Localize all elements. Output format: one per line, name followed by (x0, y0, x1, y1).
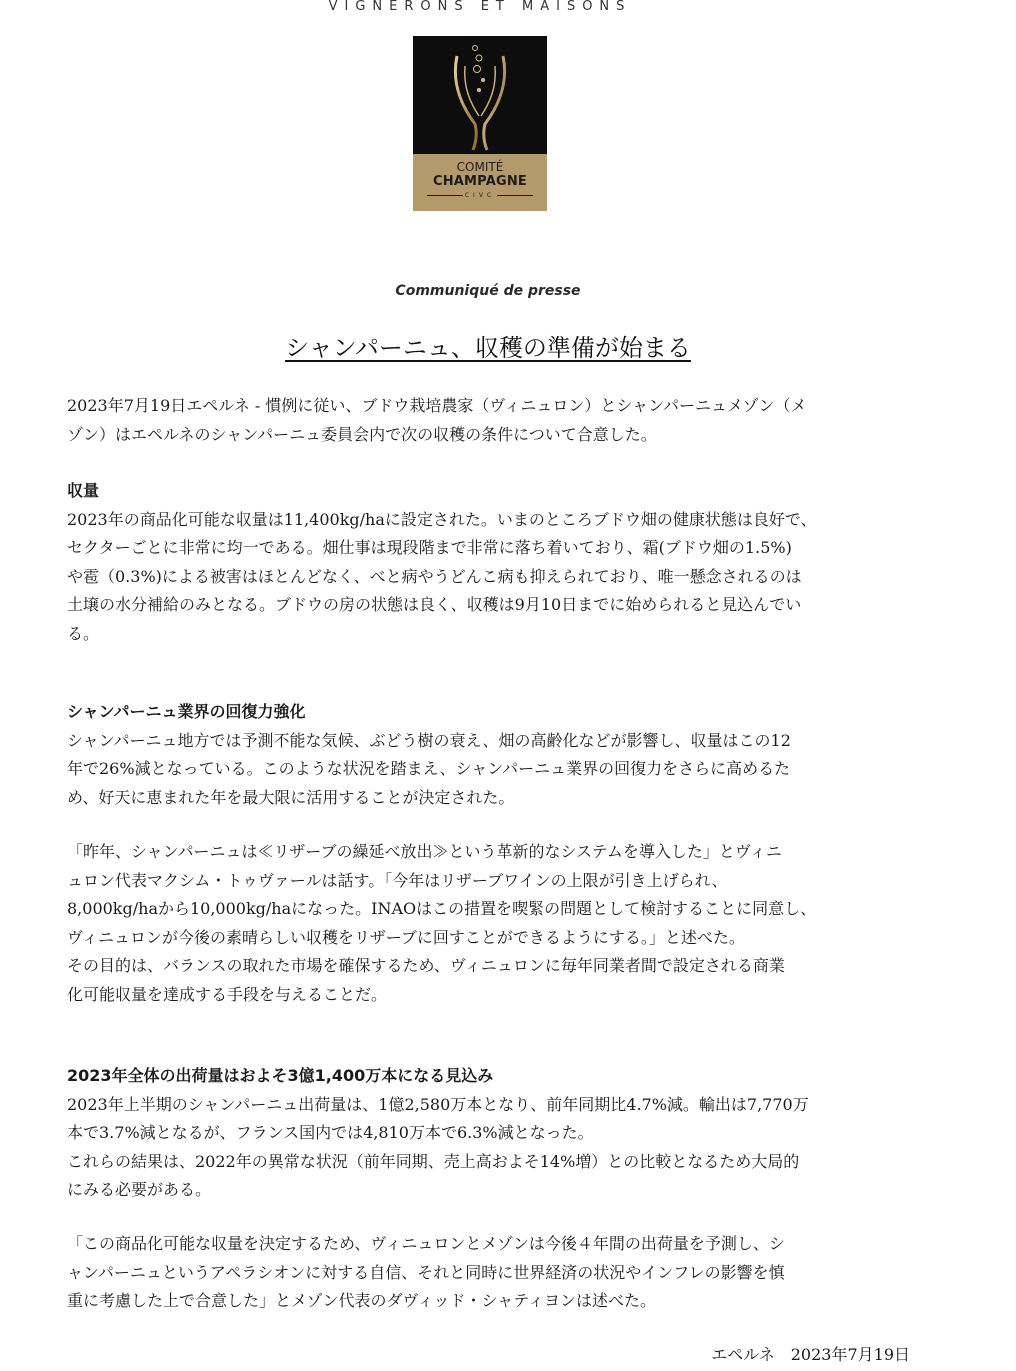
paragraph-line: 年で26%減となっている。このような状況を踏まえ、シャンパーニュ業界の回復力をさらに高めるた (67, 759, 791, 778)
paragraph-line: セクターごとに非常に均一である。畑仕事は現段階まで非常に落ち着いており、霜(ブドウ畑の1.5%) (67, 538, 792, 557)
paragraph-line: 土壌の水分補給のみとなる。ブドウの房の状態は良く、収穫は9月10日までに始められると見込んでい (67, 595, 802, 614)
shipments-quote (67, 1230, 915, 1316)
section-heading: 2023年全体の出荷量はおよそ3億1,400万本になる見込み (67, 1066, 494, 1085)
comite-champagne-logo (413, 36, 547, 211)
paragraph-line: にみる必要がある。 (67, 1180, 212, 1199)
place-date-signoff: エペルネ 2023年7月19日 (711, 1345, 910, 1364)
champagne-glass-icon (413, 36, 547, 154)
quote-line: 化可能収量を達成する手段を与えることだ。 (67, 984, 388, 1004)
section-shipments (67, 1062, 915, 1205)
logo-text-champagne: CHAMPAGNE (432, 174, 528, 189)
quote-line: その目的は、バランスの取れた市場を確保するため、ヴィニュロンに毎年同業者間で設定される商業 (67, 956, 785, 975)
intro-line: 2023年7月19日エペルネ - 慣例に従い、ブドウ栽培農家（ヴィニュロン）とシャンパーニュメゾン（メ (67, 396, 807, 415)
section-heading: 収量 (67, 481, 100, 500)
intro-paragraph (67, 392, 915, 449)
resilience-quote (67, 838, 915, 1009)
paragraph-line: る。 (67, 623, 100, 643)
logo-text-civc: CIVC (464, 192, 496, 199)
quote-line: 重に考慮した上で合意した」とメゾン代表のダヴィッド・シャティヨンは述べた。 (67, 1291, 656, 1310)
logo-text-comite: COMITÉ (456, 160, 504, 174)
logo-rule-right (497, 195, 533, 196)
page-title: シャンパーニュ、収穫の準備が始まる (285, 334, 691, 362)
quote-line: 8,000kg/haから10,000kg/haになった。INAOはこの措置を喫緊の問題として検討することに同意し、 (67, 899, 817, 918)
intro-line: ゾン）はエペルネのシャンパーニュ委員会内で次の収穫の条件について合意した。 (67, 424, 657, 444)
paragraph-line: シャンパーニュ地方では予測不能な気候、ぶどう樹の衰え、畑の高齢化などが影響し、収量はこの12 (67, 730, 791, 750)
paragraph-line: 本で3.7%減となるが、フランス国内では4,810万本で6.3%減となった。 (67, 1123, 594, 1142)
paragraph-line: や雹（0.3%)による被害はほとんどなく、べと病やうどんこ病も抑えられており、唯一懸念されるのは (67, 566, 802, 586)
paragraph-line: これらの結果は、2022年の異常な状況（前年同期、売上高およそ14%増）との比較となるため大局的 (67, 1151, 800, 1171)
paragraph-line: 2023年の商品化可能な収量は11,400kg/haに設定された。いまのところブドウ畑の健康状態は良好で、 (67, 509, 817, 529)
quote-line: ュロン代表マクシム・トゥヴァールは話す。「今年はリザーブワインの上限が引き上げられ、 (67, 870, 728, 890)
brand-tagline: VIGNERONS ET MAISONS (328, 0, 632, 14)
section-resilience (67, 698, 915, 812)
quote-line: ヴィニュロンが今後の素晴らしい収穫をリザーブに回すことができるようにする。」と述べた。 (67, 927, 745, 947)
logo-band (413, 154, 547, 211)
paragraph-line: め、好天に恵まれた年を最大限に活用することが決定された。 (67, 787, 515, 807)
section-yield (67, 477, 915, 648)
quote-line: 「この商品化可能な収量を決定するため、ヴィニュロンとメゾンは今後４年間の出荷量を予測し、シ (67, 1234, 785, 1253)
section-heading: シャンパーニュ業界の回復力強化 (67, 702, 306, 721)
document-subtitle: Communiqué de presse (395, 283, 581, 299)
quote-line: 「昨年、シャンパーニュは≪リザーブの繰延べ放出≫という革新的なシステムを導入した」とヴィニ (67, 842, 782, 861)
quote-line: ャンパーニュというアペラシオンに対する自信、それと同時に世界経済の状況やインフレの影響を慎 (67, 1262, 785, 1282)
paragraph-line: 2023年上半期のシャンパーニュ出荷量は、1億2,580万本となり、前年同期比4.7%減。輸出は7,770万 (67, 1094, 809, 1114)
